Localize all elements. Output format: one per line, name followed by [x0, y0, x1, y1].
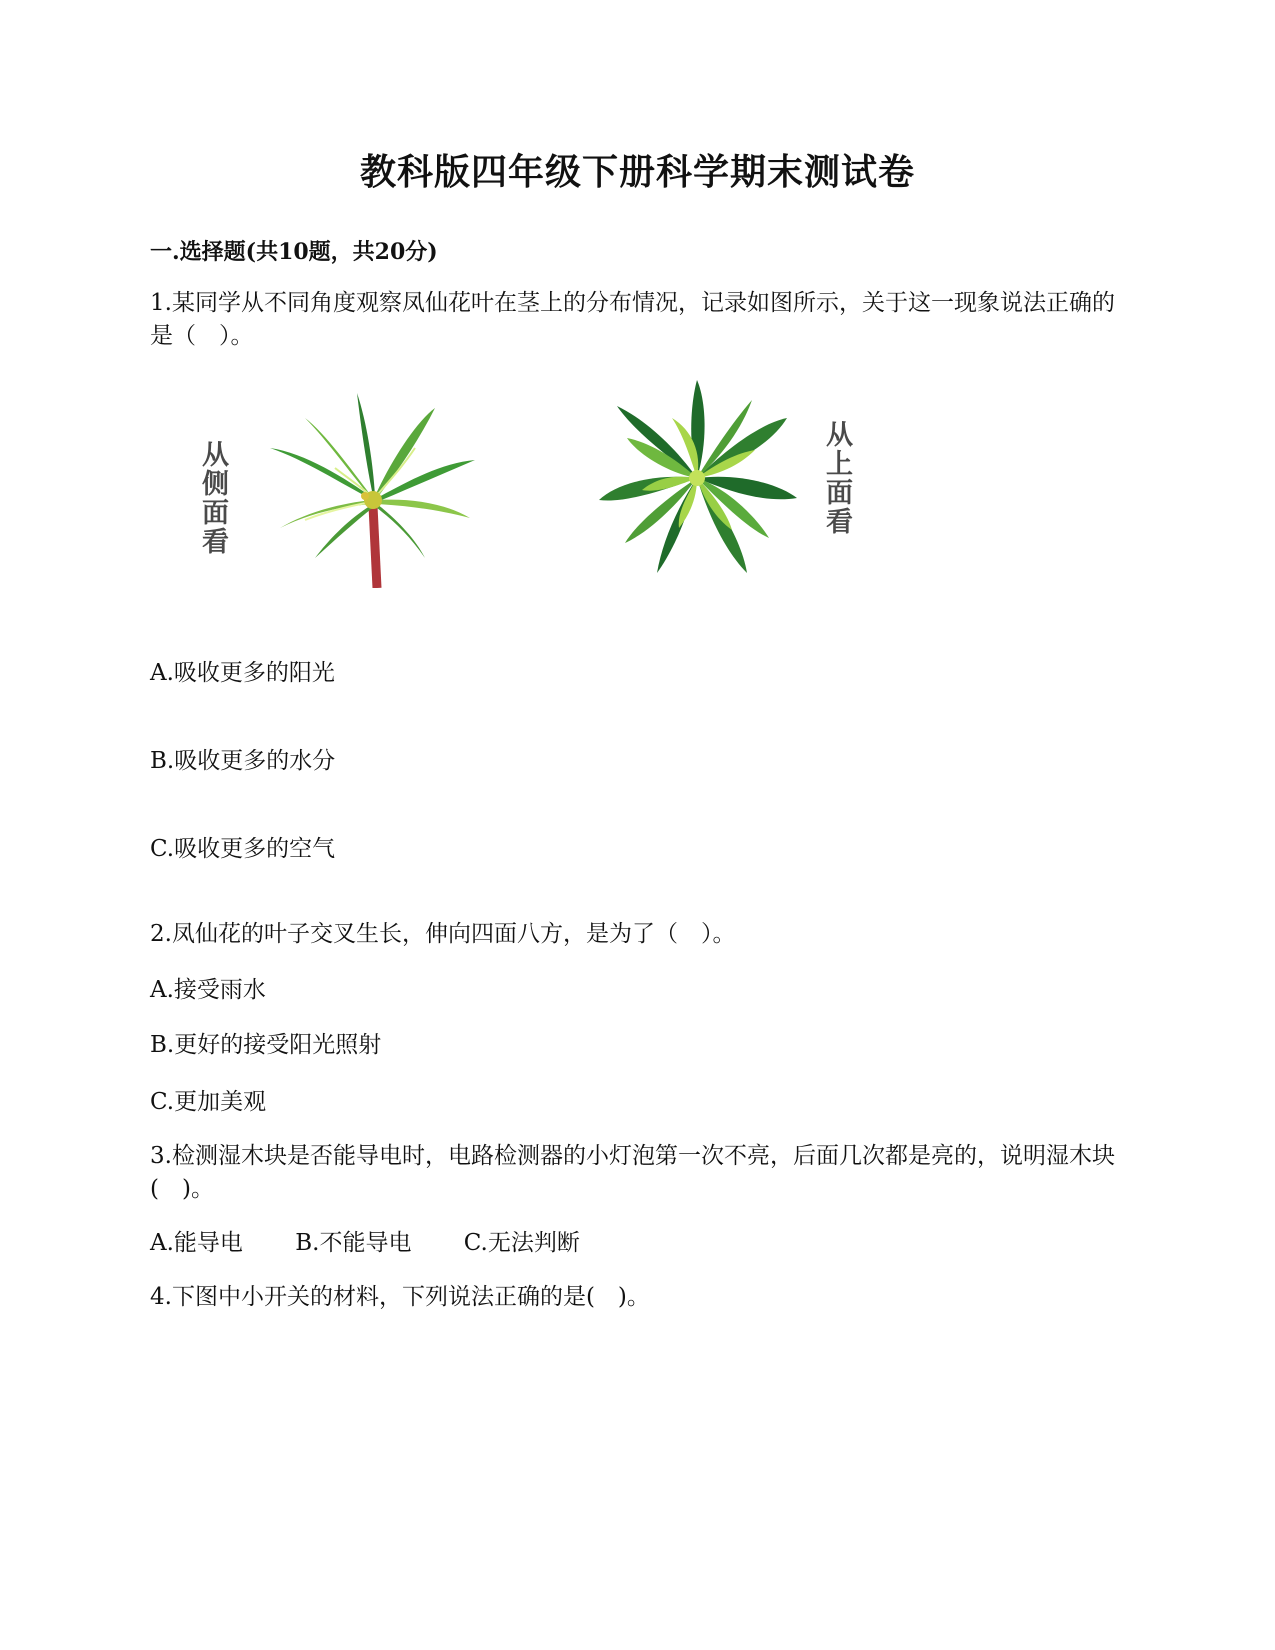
question-3-option-b: B.不能导电	[295, 1230, 412, 1256]
question-1-option-b: B.吸收更多的水分	[150, 748, 336, 774]
question-1-option-c: C.吸收更多的空气	[150, 836, 336, 862]
question-3-text: 3.检测湿木块是否能导电时，电路检测器的小灯泡第一次不亮，后面几次都是亮的，说明湿木块( )。	[150, 1143, 1115, 1202]
side-view-label: 从侧面看	[197, 440, 228, 556]
plant-side-view-image	[265, 388, 480, 588]
question-3-option-c: C.无法判断	[463, 1230, 580, 1256]
question-2-option-b: B.更好的接受阳光照射	[150, 1032, 382, 1058]
question-3-options	[150, 1228, 625, 1258]
question-1-figure	[190, 388, 910, 608]
page-title: 教科版四年级下册科学期末测试卷	[359, 151, 915, 193]
question-2-text: 2.凤仙花的叶子交叉生长，伸向四面八方，是为了（ ）。	[150, 921, 736, 947]
top-view-label: 从上面看	[821, 420, 852, 536]
plant-top-view-image	[595, 376, 800, 581]
question-3-option-a: A.能导电	[150, 1230, 243, 1256]
question-2-option-a: A.接受雨水	[150, 977, 266, 1003]
question-4-text: 4.下图中小开关的材料，下列说法正确的是( )。	[150, 1284, 650, 1310]
question-2-option-c: C.更加美观	[150, 1089, 267, 1115]
section-heading: 一.选择题(共10题，共20分)	[150, 239, 438, 265]
question-1-option-a: A.吸收更多的阳光	[150, 660, 335, 686]
question-1-text: 1.某同学从不同角度观察凤仙花叶在茎上的分布情况，记录如图所示，关于这一现象说法正确的是（ ）。	[150, 290, 1115, 349]
